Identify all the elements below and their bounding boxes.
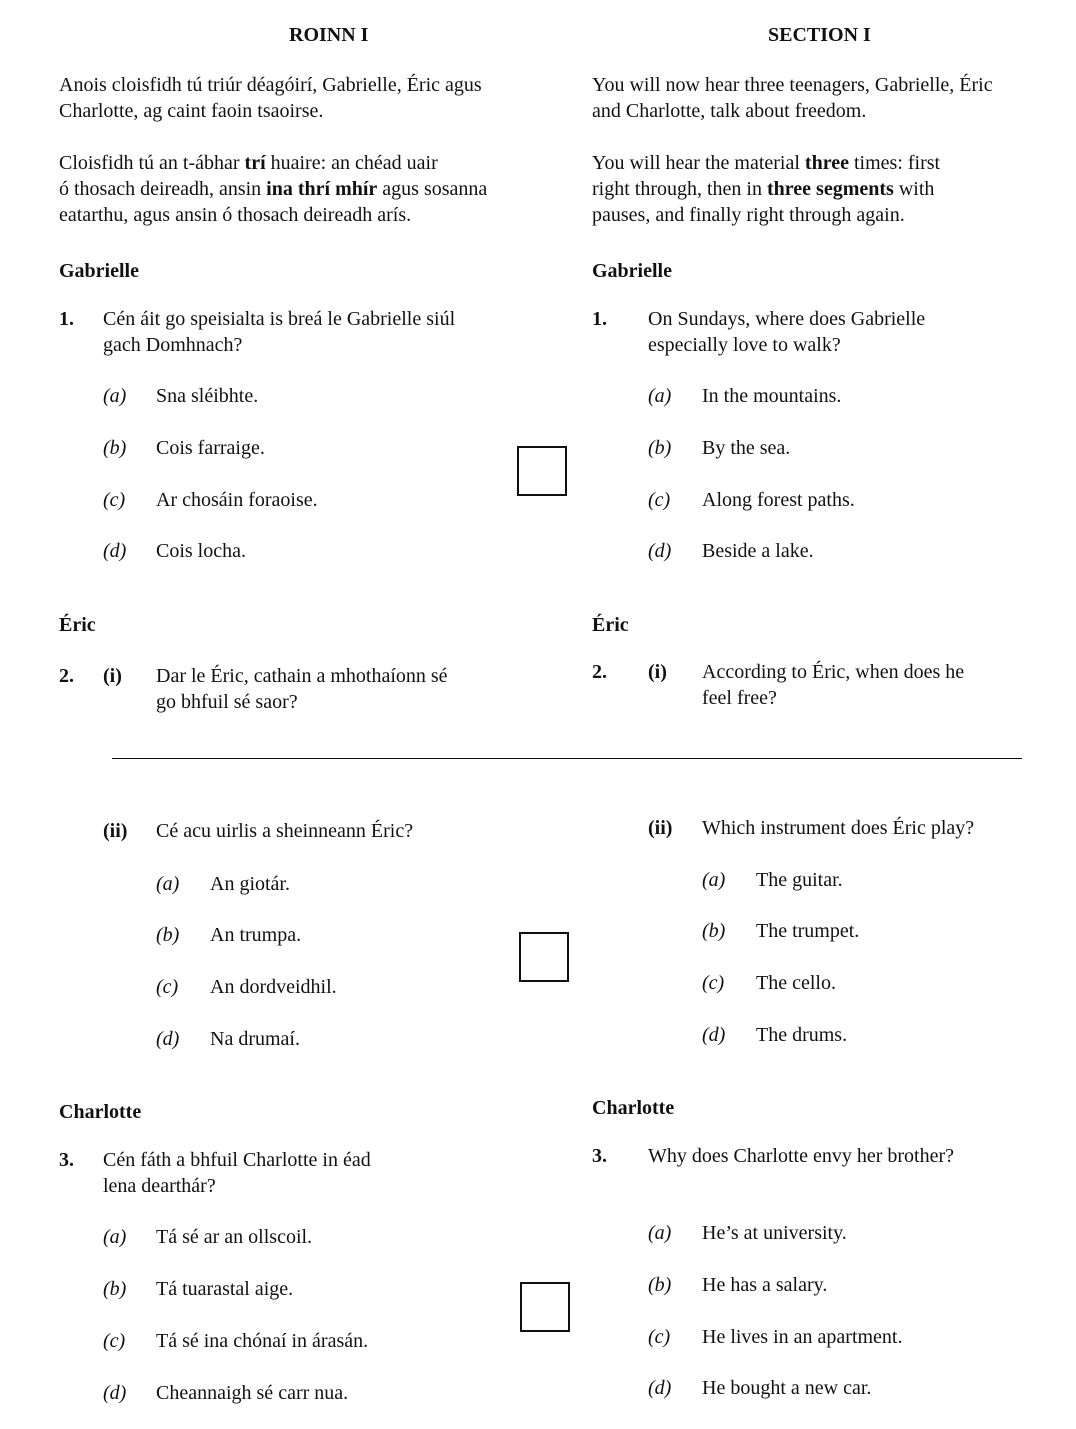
irish-q3-option-letter: (b)	[103, 1278, 127, 1300]
english-intro-line-2: and Charlotte, talk about freedom.	[592, 100, 867, 122]
english-instructions-line-1: You will hear the material three times: first	[592, 152, 941, 174]
english-charlotte-heading: Charlotte	[592, 1097, 675, 1119]
english-q3-option-text: He’s at university.	[702, 1222, 847, 1244]
irish-q1-option-letter: (b)	[103, 437, 127, 459]
irish-q2-part-ii-question: Cé acu uirlis a sheinneann Éric?	[156, 820, 414, 842]
english-q1-option-letter: (a)	[648, 385, 672, 407]
english-q2-part-ii-question: Which instrument does Éric play?	[702, 817, 975, 839]
irish-q3-option-text: Cheannaigh sé carr nua.	[156, 1382, 349, 1404]
english-q3-option-letter: (a)	[648, 1222, 672, 1244]
english-q3-option-letter: (c)	[648, 1326, 671, 1348]
english-q2-option-letter: (d)	[702, 1024, 726, 1046]
english-q3-option-text: He has a salary.	[702, 1274, 828, 1296]
english-q1-option-text: By the sea.	[702, 437, 791, 459]
english-q2-part-i-label: (i)	[648, 661, 667, 683]
irish-intro-line-2: Charlotte, ag caint faoin tsaoirse.	[59, 100, 324, 122]
irish-q3-option-text: Tá sé ar an ollscoil.	[156, 1226, 313, 1248]
english-instructions-line-2: right through, then in three segments with	[592, 178, 935, 200]
english-q2-option-text: The guitar.	[756, 869, 843, 891]
english-q2-option-letter: (b)	[702, 920, 726, 942]
english-q3-option-text: He bought a new car.	[702, 1377, 872, 1399]
irish-q3-option-letter: (c)	[103, 1330, 126, 1352]
irish-q3-number: 3.	[59, 1149, 74, 1171]
english-q1-question-line-1: On Sundays, where does Gabrielle	[648, 308, 926, 330]
english-q1-number: 1.	[592, 308, 607, 330]
irish-q3-option-text: Tá tuarastal aige.	[156, 1278, 294, 1300]
irish-gabrielle-heading: Gabrielle	[59, 260, 139, 282]
english-q3-number: 3.	[592, 1145, 607, 1167]
english-q3-option-letter: (b)	[648, 1274, 672, 1296]
irish-charlotte-heading: Charlotte	[59, 1101, 142, 1123]
english-q1-option-text: Along forest paths.	[702, 489, 855, 511]
english-q3-option-letter: (d)	[648, 1377, 672, 1399]
irish-q3-option-letter: (d)	[103, 1382, 127, 1404]
irish-q2-part-i-line-1: Dar le Éric, cathain a mhothaíonn sé	[156, 665, 448, 687]
english-q1-option-text: Beside a lake.	[702, 540, 814, 562]
irish-eric-heading: Éric	[59, 614, 96, 636]
english-section-heading: SECTION I	[768, 24, 871, 46]
english-q1-question-line-2: especially love to walk?	[648, 334, 841, 356]
q2-answer-line[interactable]	[112, 758, 1022, 759]
irish-q2-option-text: Na drumaí.	[210, 1028, 300, 1050]
english-intro-line-1: You will now hear three teenagers, Gabrielle, Éric	[592, 74, 993, 96]
irish-q2-option-text: An giotár.	[210, 873, 290, 895]
english-gabrielle-heading: Gabrielle	[592, 260, 672, 282]
english-q2-option-text: The drums.	[756, 1024, 848, 1046]
irish-q2-part-ii-label: (ii)	[103, 820, 128, 842]
english-q2-option-letter: (c)	[702, 972, 725, 994]
irish-q1-option-text: Cois farraige.	[156, 437, 265, 459]
english-q2-option-text: The trumpet.	[756, 920, 860, 942]
irish-instructions-line-3: eatarthu, agus ansin ó thosach deireadh arís.	[59, 204, 412, 226]
english-q2-number: 2.	[592, 661, 607, 683]
irish-q2-part-i-label: (i)	[103, 665, 122, 687]
irish-q1-option-text: Sna sléibhte.	[156, 385, 259, 407]
irish-q1-option-text: Cois locha.	[156, 540, 246, 562]
english-q1-option-letter: (c)	[648, 489, 671, 511]
irish-q1-option-letter: (a)	[103, 385, 127, 407]
irish-q3-question-line-1: Cén fáth a bhfuil Charlotte in éad	[103, 1149, 371, 1171]
irish-q2-option-letter: (b)	[156, 924, 180, 946]
irish-q1-option-letter: (c)	[103, 489, 126, 511]
irish-instructions-line-2: ó thosach deireadh, ansin ina thrí mhír agus sosanna	[59, 178, 488, 200]
irish-q2-option-letter: (a)	[156, 873, 180, 895]
q3-answer-box[interactable]	[520, 1282, 570, 1332]
irish-instructions-line-1: Cloisfidh tú an t-ábhar trí huaire: an chéad uair	[59, 152, 438, 174]
english-q2-option-letter: (a)	[702, 869, 726, 891]
irish-q2-part-i-line-2: go bhfuil sé saor?	[156, 691, 298, 713]
english-q3-option-text: He lives in an apartment.	[702, 1326, 903, 1348]
english-eric-heading: Éric	[592, 614, 629, 636]
irish-q1-option-letter: (d)	[103, 540, 127, 562]
english-q1-option-text: In the mountains.	[702, 385, 842, 407]
irish-q3-question-line-2: lena dearthár?	[103, 1175, 216, 1197]
q1-answer-box[interactable]	[517, 446, 567, 496]
irish-q1-question-line-2: gach Domhnach?	[103, 334, 243, 356]
english-q2-part-i-line-1: According to Éric, when does he	[702, 661, 965, 683]
english-q1-option-letter: (d)	[648, 540, 672, 562]
english-q2-part-ii-label: (ii)	[648, 817, 673, 839]
irish-q2-option-letter: (d)	[156, 1028, 180, 1050]
irish-section-heading: ROINN I	[289, 24, 369, 46]
english-instructions-line-3: pauses, and finally right through again.	[592, 204, 905, 226]
irish-q1-option-text: Ar chosáin foraoise.	[156, 489, 318, 511]
irish-q2-option-text: An dordveidhil.	[210, 976, 337, 998]
irish-q1-number: 1.	[59, 308, 74, 330]
english-q2-option-text: The cello.	[756, 972, 836, 994]
irish-q3-option-text: Tá sé ina chónaí in árasán.	[156, 1330, 369, 1352]
irish-intro-line-1: Anois cloisfidh tú triúr déagóirí, Gabrielle, Éric agus	[59, 74, 482, 96]
english-q2-part-i-line-2: feel free?	[702, 687, 777, 709]
irish-q3-option-letter: (a)	[103, 1226, 127, 1248]
english-q3-question: Why does Charlotte envy her brother?	[648, 1145, 955, 1167]
irish-q2-option-text: An trumpa.	[210, 924, 302, 946]
irish-q2-option-letter: (c)	[156, 976, 179, 998]
q2-answer-box[interactable]	[519, 932, 569, 982]
english-q1-option-letter: (b)	[648, 437, 672, 459]
irish-q2-number: 2.	[59, 665, 74, 687]
irish-q1-question-line-1: Cén áit go speisialta is breá le Gabrielle siúl	[103, 308, 456, 330]
